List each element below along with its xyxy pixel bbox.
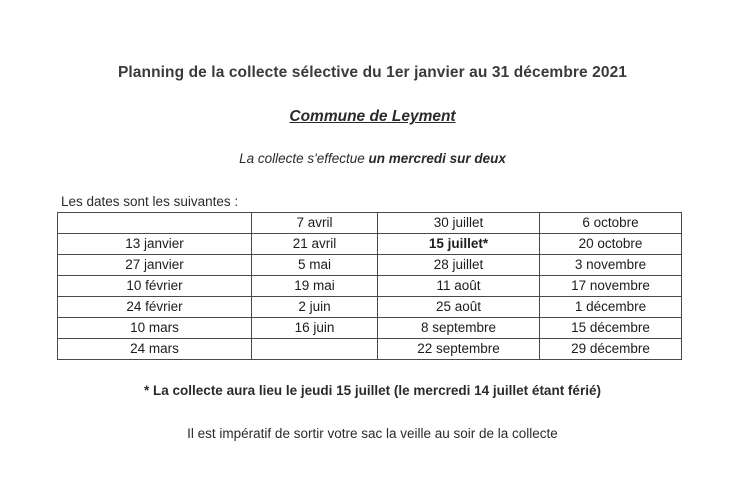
- table-cell: 22 septembre: [378, 339, 540, 360]
- table-cell: 30 juillet: [378, 213, 540, 234]
- table-cell: 1 décembre: [540, 297, 682, 318]
- table-row: [58, 234, 682, 255]
- table-cell: 16 juin: [252, 318, 378, 339]
- collection-dates-table: [57, 212, 682, 360]
- table-row: [58, 318, 682, 339]
- collecte-frequency-emphasis: un mercredi sur deux: [368, 151, 506, 166]
- table-row: [58, 213, 682, 234]
- table-cell: 27 janvier: [58, 255, 252, 276]
- table-cell: 11 août: [378, 276, 540, 297]
- table-cell: 8 septembre: [378, 318, 540, 339]
- table-cell: 28 juillet: [378, 255, 540, 276]
- table-cell: 21 avril: [252, 234, 378, 255]
- table-cell: 5 mai: [252, 255, 378, 276]
- collecte-frequency: [0, 151, 745, 166]
- table-cell-highlighted: 15 juillet*: [378, 234, 540, 255]
- table-cell: 7 avril: [252, 213, 378, 234]
- table-cell: 20 octobre: [540, 234, 682, 255]
- collecte-frequency-prefix: La collecte s'effectue: [239, 151, 369, 166]
- table-cell: 13 janvier: [58, 234, 252, 255]
- table-cell: 24 février: [58, 297, 252, 318]
- table-row: [58, 276, 682, 297]
- table-cell: 2 juin: [252, 297, 378, 318]
- table-cell: [58, 213, 252, 234]
- table-cell: 25 août: [378, 297, 540, 318]
- table-cell: 6 octobre: [540, 213, 682, 234]
- table-cell: 19 mai: [252, 276, 378, 297]
- table-cell: 15 décembre: [540, 318, 682, 339]
- table-cell: 24 mars: [58, 339, 252, 360]
- dates-intro: Les dates sont les suivantes :: [61, 194, 239, 209]
- document-title: Planning de la collecte sélective du 1er janvier au 31 décembre 2021: [117, 64, 628, 81]
- table-cell: 10 février: [58, 276, 252, 297]
- table-cell: 3 novembre: [540, 255, 682, 276]
- table-cell: [252, 339, 378, 360]
- table-row: [58, 255, 682, 276]
- table-cell: 10 mars: [58, 318, 252, 339]
- holiday-note: * La collecte aura lieu le jeudi 15 juillet (le mercredi 14 juillet étant férié): [144, 383, 601, 398]
- commune-heading: Commune de Leyment: [289, 108, 456, 125]
- footer-instruction: Il est impératif de sortir votre sac la veille au soir de la collecte: [187, 426, 558, 441]
- table-row: [58, 297, 682, 318]
- table-cell: 17 novembre: [540, 276, 682, 297]
- table-row: [58, 339, 682, 360]
- table-cell: 29 décembre: [540, 339, 682, 360]
